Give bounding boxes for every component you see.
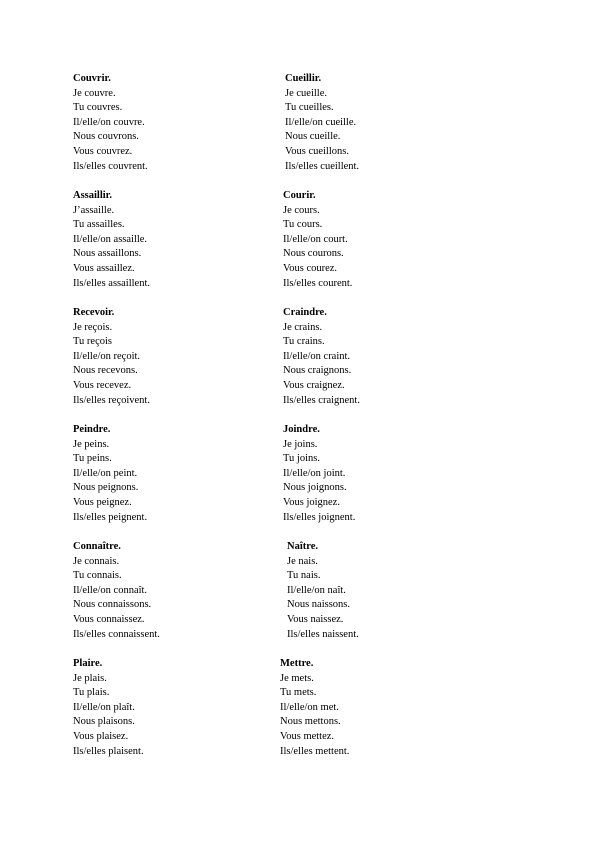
conjugation-line: Je nais.	[287, 555, 318, 567]
conjugation-line: Vous plaisez.	[73, 730, 129, 742]
conjugation-line: Il/elle/on joint.	[283, 467, 346, 479]
conjugation-line: Vous cueillons.	[285, 145, 349, 157]
conjugation-line: Tu cours.	[283, 219, 323, 231]
verb-title: Peindre.	[73, 424, 111, 435]
verb-title: Connaître.	[73, 541, 121, 552]
conjugation-line: Nous courons.	[283, 248, 344, 260]
verb-block-peindre	[73, 423, 293, 525]
conjugation-line: Il/elle/on court.	[283, 233, 348, 245]
conjugation-line: Nous joignons.	[283, 482, 347, 494]
verb-title: Couvrir.	[73, 73, 111, 84]
conjugation-line: Vous courez.	[283, 262, 338, 274]
verb-title: Joindre.	[283, 424, 320, 435]
conjugation-line: Ils/elles reçoivent.	[73, 394, 150, 406]
conjugation-line: Tu nais.	[287, 570, 321, 582]
verb-block-naitre	[287, 540, 507, 642]
conjugation-line: Vous connaissez.	[73, 613, 145, 625]
conjugation-line: Ils/elles assaillent.	[73, 277, 150, 289]
conjugation-line: Il/elle/on assaille.	[73, 233, 148, 245]
conjugation-line: Tu peins.	[73, 453, 112, 465]
verb-block-cueillir	[285, 72, 505, 174]
conjugation-line: Vous naissez.	[287, 613, 344, 625]
conjugation-line: Nous naissons.	[287, 599, 351, 611]
conjugation-line: Il/elle/on met.	[280, 701, 339, 713]
conjugation-line: Vous couvrez.	[73, 145, 133, 157]
conjugation-line: Vous recevez.	[73, 379, 132, 391]
conjugation-line: Tu reçois	[73, 336, 112, 348]
conjugation-line: Ils/elles connaissent.	[73, 628, 160, 640]
verb-block-connaitre	[73, 540, 293, 642]
conjugation-line: Nous recevons.	[73, 365, 138, 377]
conjugation-line: Je peins.	[73, 438, 110, 450]
verb-block-mettre	[280, 657, 500, 759]
conjugation-line: Nous couvrons.	[73, 131, 139, 143]
conjugation-line: Tu crains.	[283, 336, 325, 348]
conjugation-line: Je crains.	[283, 321, 323, 333]
conjugation-line: Nous cueille.	[285, 131, 341, 143]
conjugation-line: Il/elle/on couvre.	[73, 116, 145, 128]
conjugation-line: Il/elle/on connaît.	[73, 584, 148, 596]
conjugation-line: Il/elle/on naît.	[287, 584, 346, 596]
conjugation-line: Nous plaisons.	[73, 716, 135, 728]
conjugation-line: Vous peignez.	[73, 496, 132, 508]
conjugation-line: Tu plais.	[73, 687, 110, 699]
conjugation-line: Tu cueilles.	[285, 102, 334, 114]
conjugation-line: Nous mettons.	[280, 716, 341, 728]
conjugation-line: Vous mettez.	[280, 730, 335, 742]
verb-title: Mettre.	[280, 658, 314, 669]
conjugation-line: Ils/elles naissent.	[287, 628, 359, 640]
conjugation-line: Tu joins.	[283, 453, 320, 465]
conjugation-line: Ils/elles plaisent.	[73, 745, 144, 757]
conjugation-line: Tu mets.	[280, 687, 317, 699]
verb-block-craindre	[283, 306, 503, 408]
conjugation-line: Ils/elles peignent.	[73, 511, 148, 523]
conjugation-line: Je mets.	[280, 672, 314, 684]
conjugation-line: Je reçois.	[73, 321, 113, 333]
verb-block-assaillir	[73, 189, 293, 291]
verb-block-recevoir	[73, 306, 293, 408]
conjugation-line: Vous assaillez.	[73, 262, 135, 274]
conjugation-line: Il/elle/on peint.	[73, 467, 138, 479]
conjugation-line: Ils/elles craignent.	[283, 394, 360, 406]
verb-title: Cueillir.	[285, 73, 322, 84]
conjugation-line: Tu connais.	[73, 570, 122, 582]
conjugation-line: Tu couvres.	[73, 102, 123, 114]
conjugation-line: Tu assailles.	[73, 219, 125, 231]
verb-block-couvrir	[73, 72, 293, 174]
conjugation-line: Ils/elles cueillent.	[285, 160, 360, 172]
conjugation-line: Vous craignez.	[283, 379, 345, 391]
verb-block-courir	[283, 189, 503, 291]
verb-title: Naître.	[287, 541, 319, 552]
conjugation-line: Nous connaissons.	[73, 599, 152, 611]
verb-block-joindre	[283, 423, 503, 525]
conjugation-line: Il/elle/on reçoit.	[73, 350, 141, 362]
conjugation-line: Je cueille.	[285, 87, 327, 99]
verb-block-plaire	[73, 657, 293, 759]
conjugation-line: Ils/elles couvrent.	[73, 160, 148, 172]
verb-title: Courir.	[283, 190, 316, 201]
conjugation-line: J’assaille.	[73, 204, 115, 216]
verb-title: Assaillir.	[73, 190, 112, 201]
verb-title: Recevoir.	[73, 307, 115, 318]
conjugation-line: Ils/elles mettent.	[280, 745, 350, 757]
conjugation-line: Il/elle/on cueille.	[285, 116, 357, 128]
conjugation-line: Ils/elles joignent.	[283, 511, 356, 523]
conjugation-line: Il/elle/on plaît.	[73, 701, 135, 713]
conjugation-line: Il/elle/on craint.	[283, 350, 351, 362]
verb-title: Craindre.	[283, 307, 327, 318]
conjugation-line: Je couvre.	[73, 87, 116, 99]
conjugation-line: Je joins.	[283, 438, 318, 450]
conjugation-line: Nous peignons.	[73, 482, 139, 494]
conjugation-line: Je cours.	[283, 204, 320, 216]
verb-title: Plaire.	[73, 658, 103, 669]
conjugation-line: Nous craignons.	[283, 365, 352, 377]
conjugation-line: Je plais.	[73, 672, 107, 684]
conjugation-line: Nous assaillons.	[73, 248, 142, 260]
conjugation-line: Vous joignez.	[283, 496, 340, 508]
conjugation-line: Je connais.	[73, 555, 120, 567]
conjugation-line: Ils/elles courent.	[283, 277, 353, 289]
